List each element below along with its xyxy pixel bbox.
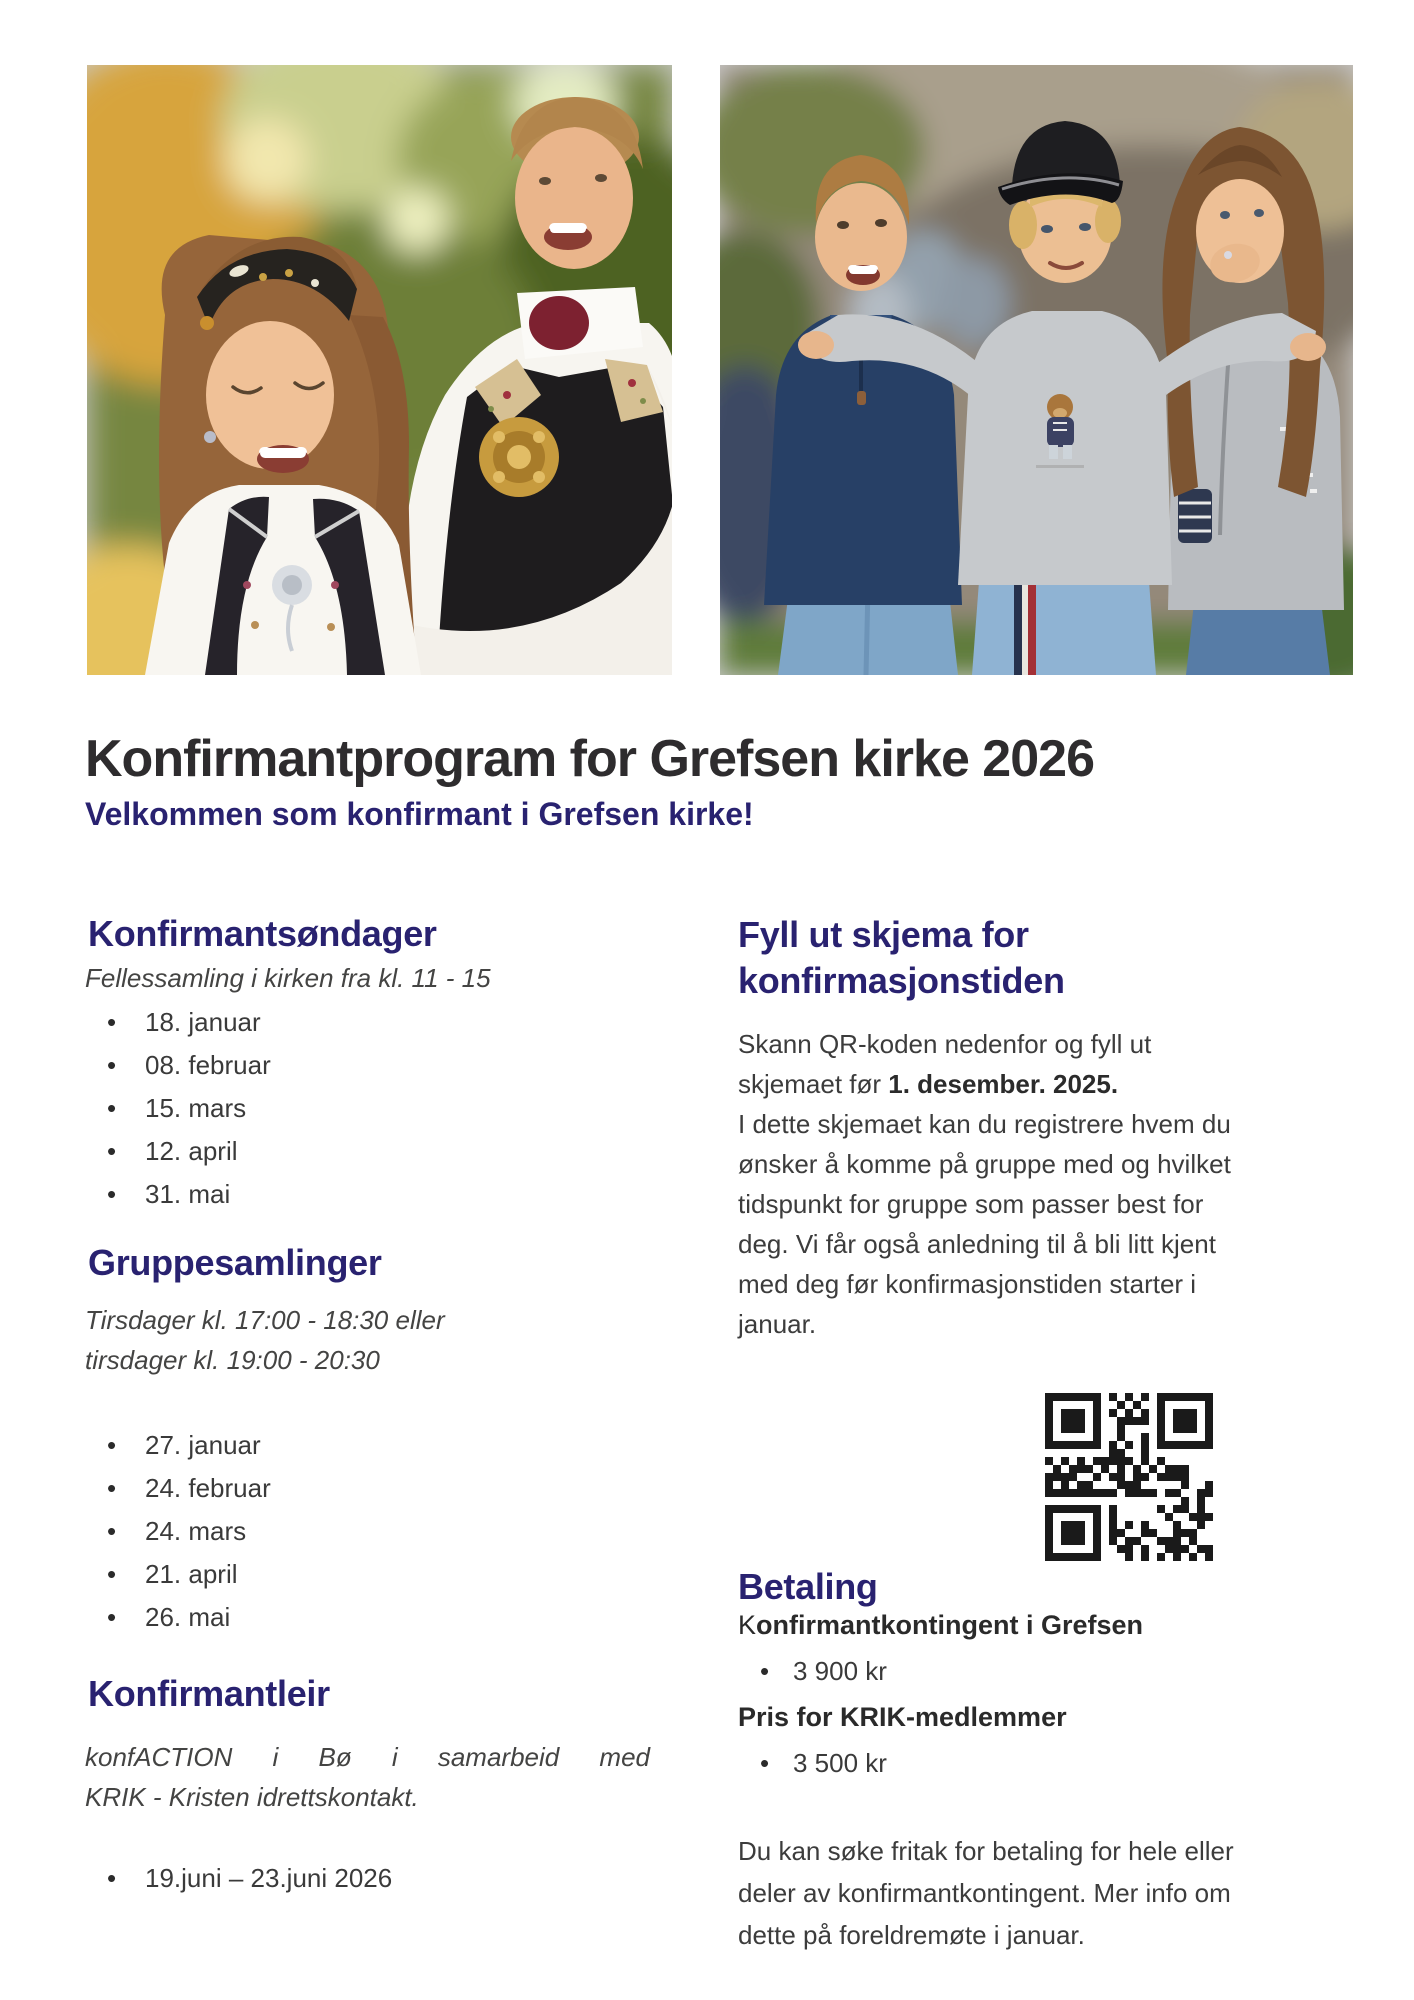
photo-three-teens — [720, 65, 1353, 675]
skjema-intro: Skann QR-koden nedenfor og fyll ut skjemaet før — [738, 1029, 1152, 1099]
list-item: • 27. januar — [85, 1424, 271, 1467]
betaling-kontingent-price-list — [738, 1648, 1143, 1694]
section-heading-gruppesamlinger: Gruppesamlinger — [88, 1242, 382, 1283]
list-item: • 26. mai — [85, 1596, 271, 1639]
list-item: • 12. april — [85, 1130, 271, 1173]
section-heading-skjema: Fyll ut skjema for konfirmasjonstiden — [738, 914, 1065, 1001]
photo-bunad-illustration — [87, 65, 672, 675]
list-item: • 21. april — [85, 1553, 271, 1596]
list-item: • 24. mars — [85, 1510, 271, 1553]
girl-left-bunad — [145, 235, 421, 675]
konfirmantleir-note-line2: KRIK - Kristen idrettskontakt. — [85, 1782, 419, 1812]
betaling-kontingent-label: Konfirmantkontingent i Grefsen — [738, 1610, 1144, 1640]
list-item: • 18. januar — [85, 1001, 271, 1044]
qr-code-pattern — [1045, 1393, 1213, 1561]
skjema-paragraph — [738, 1024, 1258, 1344]
list-item: • 31. mai — [85, 1173, 271, 1216]
gruppesamlinger-note-line2: tirsdager kl. 19:00 - 20:30 — [85, 1345, 380, 1375]
betaling-fritak-paragraph: Du kan søke fritak for betaling for hele eller deler av konfirmantkontingent. Mer info om dette på foreldremøte i januar. — [738, 1836, 1234, 1950]
konfirmantleir-note-line1: konfACTION i Bø i samarbeid med — [85, 1742, 650, 1772]
photo-confirmands-bunad — [87, 65, 672, 675]
list-item: • 08. februar — [85, 1044, 271, 1087]
list-item: • 15. mars — [85, 1087, 271, 1130]
betaling-block — [738, 1602, 1143, 1786]
section-heading-konfirmantsondager: Konfirmantsøndager — [88, 913, 437, 954]
konfirmantleir-date-list — [85, 1857, 392, 1900]
betaling-krik-label: Pris for KRIK-medlemmer — [738, 1702, 1067, 1732]
gruppesamlinger-note — [85, 1300, 445, 1380]
gruppesamlinger-date-list — [85, 1424, 271, 1639]
section-heading-betaling: Betaling — [738, 1566, 878, 1607]
girl-right-gray-hoodie — [1162, 127, 1344, 675]
list-item: • 19.juni – 23.juni 2026 — [85, 1857, 392, 1900]
page-title: Konfirmantprogram for Grefsen kirke 2026 — [85, 730, 1094, 788]
page-subtitle: Velkommen som konfirmant i Grefsen kirke! — [85, 796, 754, 832]
price-item: • 3 900 kr — [738, 1648, 1143, 1694]
konfirmantsondager-note: Fellessamling i kirken fra kl. 11 - 15 — [85, 963, 491, 993]
skjema-body: I dette skjemaet kan du registrere hvem du ønsker å komme på gruppe med og hvilket tidspunkt for gruppe som passer best for deg. Vi får også anledning til å bli litt kjent med deg før konfirmasjonstiden starter i januar. — [738, 1109, 1231, 1339]
price-item: • 3 500 kr — [738, 1740, 1143, 1786]
gruppesamlinger-note-line1: Tirsdager kl. 17:00 - 18:30 eller — [85, 1305, 445, 1335]
betaling-krik-price-list — [738, 1740, 1143, 1786]
list-item: • 24. februar — [85, 1467, 271, 1510]
qr-code — [1045, 1393, 1213, 1561]
skjema-deadline: 1. desember. 2025. — [888, 1069, 1119, 1099]
konfirmantleir-note — [85, 1737, 650, 1817]
section-heading-konfirmantleir: Konfirmantleir — [88, 1673, 330, 1714]
photo-teens-illustration — [720, 65, 1353, 675]
konfirmantsondager-date-list — [85, 1001, 271, 1216]
